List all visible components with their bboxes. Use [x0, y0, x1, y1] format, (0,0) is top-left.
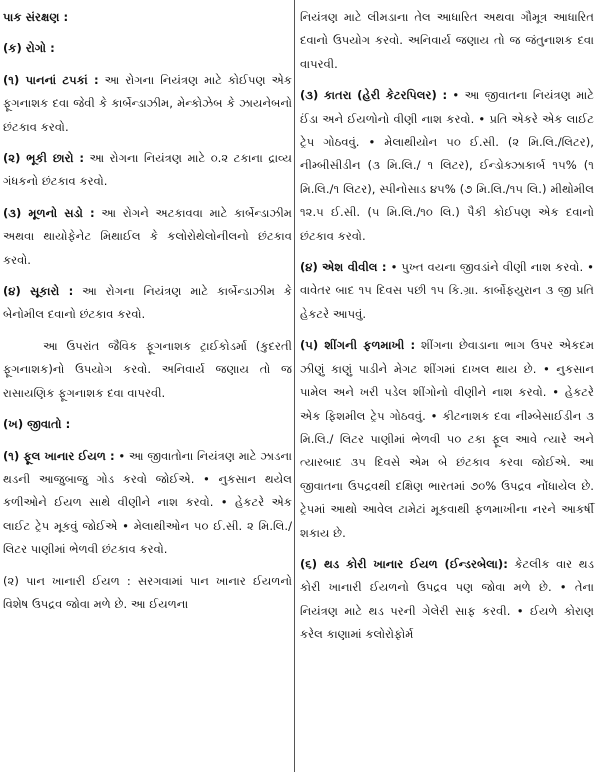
pest-pod-fly-title: (૫) શીંગની ફળમાખી :	[300, 338, 416, 353]
disease-powdery-mildew-title: (૨) ભૂકી છારો :	[3, 151, 84, 166]
disease-wilt-text: આ રોગના નિયંત્રણ માટે કાર્બેન્ડાઝીમ કે બેનોમીલ દવાનો છંટકાવ કરવો.	[3, 284, 292, 322]
pest-leaf-caterpillar: (૨) પાન ખાનારી ઈયળ : સરગવામાં પાન ખાનાર ઈયળનો વિશેષ ઉપદ્રવ જોવા મળે છે. આ ઈયળના	[3, 573, 292, 611]
pest-flower-caterpillar-text: • આ જીવાતોના નિયંત્રણ માટે ઝાડના થડની આજુબાજુ ગોડ કરવો જોઈએ. • નુકસાન થયેલ કળીઓને ઈયળ સાથે વીણીને નાશ કરવો. • હેકટરે એક લાઈટ ટ્રેપ મૂકવું જોઈએ • મેલાથીઓન ૫૦ ઈ.સી. ૨ મિ.લિ./લિટર પાણીમાં ભેળવી છંટકાવ કરવો.	[3, 448, 292, 557]
disease-wilt-title: (૪) સૂકારો :	[3, 284, 74, 299]
pest-hairy-caterpillar-title: (૩) કાતરા (હેરી કેટરપિલર) :	[300, 88, 448, 103]
organic-fungicide-note: આ ઉપરાંત જૈવિક ફૂગનાશક ટ્રાઈકોડર્મા (કુદરતી ફૂગનાશક)નો ઉપયોગ કરવો. અનિવાર્ય જણાય તો જ રાસાયણિક ફૂગનાશક દવા વાપરવી.	[3, 338, 292, 400]
pest-flower-caterpillar	[3, 445, 292, 562]
disease-root-rot	[3, 202, 292, 272]
pests-heading: (ખ) જીવાતો :	[3, 417, 71, 432]
disease-root-rot-text: આ રોગને અટકાવવા માટે કાર્બેન્ડાઝીમ અથવા થાયોફેનેટ મિથાઈલ કે કલોરોથેલોનીલનો છંટકાવ કરવો.	[3, 205, 292, 267]
pest-ash-weevil-title: (૪) એશ વીવીલ :	[300, 260, 387, 275]
leaf-caterpillar-continued: નિયંત્રણ માટે લીમડાના તેલ આધારિત અથવા ગૌમૂત્ર આધારિત દવાનો ઉપયોગ કરવો. અનિવાર્ય જણાય તો જ જંતુનાશક દવા વાપરવી.	[300, 10, 594, 71]
crop-protection-heading: પાક સંરક્ષણ :	[3, 10, 69, 24]
pest-bark-borer-title: (૬) થડ કોરી ખાનાર ઈયળ (ઈન્ડરબેલા):	[300, 556, 508, 571]
pest-bark-borer-text: કેટલીક વાર થડ કોરી ખાનારી ઈયળનો ઉપદ્રવ પણ જોવા મળે છે. • તેના નિયંત્રણ માટે થડ પરની ગેલેરી સાફ કરવી. • ઈયળે કોરાણ કરેલ કાણામાં કલોરોફોર્મ	[300, 556, 594, 642]
pest-ash-weevil	[300, 256, 594, 326]
disease-powdery-mildew	[3, 147, 292, 194]
disease-leaf-spot	[3, 69, 292, 139]
pest-flower-caterpillar-title: (૧) ફૂલ ખાનાર ઈયળ :	[3, 448, 115, 463]
pest-pod-fly	[300, 334, 594, 545]
disease-root-rot-title: (૩) મૂળનો સડો :	[3, 205, 95, 220]
disease-powdery-mildew-text: આ રોગના નિયંત્રણ માટે ૦.૨ ટકાના દ્રાવ્ય ગંધકનો છંટકાવ કરવો.	[3, 151, 292, 189]
left-column	[3, 6, 292, 624]
right-column	[300, 6, 594, 655]
pest-bark-borer	[300, 553, 594, 647]
disease-leaf-spot-title: (૧) પાનનાં ટપકાં :	[3, 72, 99, 87]
disease-leaf-spot-text: આ રોગના નિયંત્રણ માટે કોઈપણ એક ફૂગનાશક દવા જેવી કે કાર્બેન્ડાઝીમ, મેન્કોઝેબ કે ઝાયનેબનો છંટકાવ કરવો.	[3, 72, 292, 134]
pest-ash-weevil-text: • પુખ્ત વયના જીવડાંને વીણી નાશ કરવો. • વાવેતર બાદ ૧૫ દિવસ પછી ૧૫ કિ.ગ્રા. કાર્બોફયુરાન ૩ જી પ્રતિ હેકટરે આપવું.	[300, 260, 594, 321]
pest-hairy-caterpillar-text: • આ જીવાતના નિયંત્રણ માટે ઈંડા અને ઈયળોનો વીણી નાશ કરવો. • પ્રતિ એકરે એક લાઈટ ટ્રેપ ગોઠવવું. • મેલાથીયોન ૫૦ ઈ.સી. (૨ મિ.લિ./લિટર), નીમ્બીસીડીન (૩ મિ.લિ./ ૧ લિટર), ઈન્ડોક્ઝાકાર્બ ૧૫% (૧ મિ.લિ./૧ લિટર), સ્પીનોસાડ ૪૫% (૭ મિ.લિ./૧૫ લિ.) મીથોમીલ ૧૨.૫ ઈ.સી. (૫ મિ.લિ./૧૦ લિ.) પૈકી કોઈપણ એક દવાનો છંટકાવ કરવો.	[300, 88, 594, 243]
diseases-heading: (ક) રોગો :	[3, 41, 55, 56]
disease-wilt	[3, 280, 292, 327]
column-divider	[294, 0, 295, 772]
pest-hairy-caterpillar	[300, 84, 594, 248]
pest-pod-fly-text: શીંગના છેવાડાના ભાગ ઉપર એકદમ ઝીણું કાણું પાડીને મેગટ શીંગમાં દાખલ થાય છે. • નુકસાન પામેલ અને ખરી પડેલ શીંગોનો વીણીને નાશ કરવો. • હેકટરે એક ફિશમીલ ટ્રેપ ગોઠવવું. • કીટનાશક દવા નીમ્બેસાઈડીન ૩ મિ.લિ./ લિટર પાણીમાં ભેળવી ૫૦ ટકા ફૂલ આવે ત્યારે અને ત્યારબાદ ૩૫ દિવસે એમ બે છંટકાવ કરવા જોઈએ. આ જીવાતના ઉપદ્રવથી દક્ષિણ ભારતમાં ૭૦% ઉપદ્રવ નોંધાયેલ છે. ટ્રેપમાં આથો આવેલ ટામેટાં મૂકવાથી ફળમાખીના નરને આકર્ષી શકાય છે.	[300, 338, 595, 540]
